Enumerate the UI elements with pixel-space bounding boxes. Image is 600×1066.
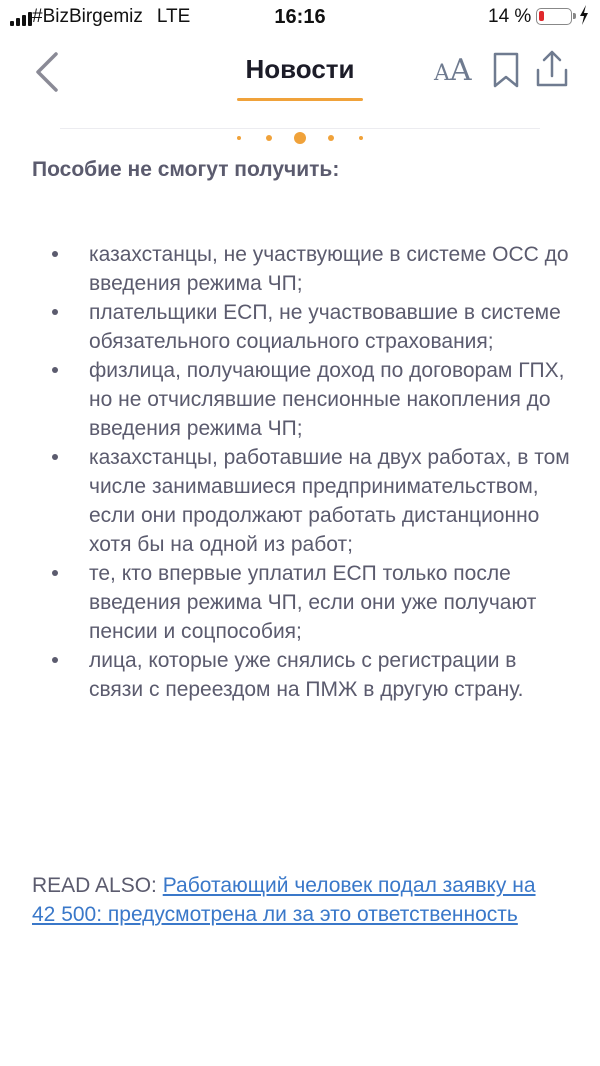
read-also xyxy=(32,871,562,929)
bookmark-icon[interactable] xyxy=(492,52,520,88)
status-bar xyxy=(0,0,600,34)
page-dot xyxy=(266,135,272,141)
header-divider xyxy=(60,128,540,129)
carrier-name: #BizBirgemiz xyxy=(32,6,143,27)
read-also-link[interactable]: Работающий человек подал заявку на 42 500: предусмотрена ли за это ответственность xyxy=(32,874,536,926)
bullet-icon xyxy=(52,251,58,257)
share-icon[interactable] xyxy=(535,48,569,88)
list-item-text: лица, которые уже снялись с регистрации в связи с переездом на ПМЖ в другую страну. xyxy=(89,649,524,701)
page-indicator xyxy=(0,131,600,145)
bullet-icon xyxy=(52,454,58,460)
page-dot xyxy=(328,135,334,141)
battery-icon xyxy=(536,8,572,25)
page-dot-active xyxy=(294,132,306,144)
read-also-prefix: READ ALSO: xyxy=(32,874,163,897)
bullet-icon xyxy=(52,367,58,373)
clock: 16:16 xyxy=(274,6,326,28)
list-item xyxy=(32,298,572,356)
bullet-icon xyxy=(52,309,58,315)
bullet-icon xyxy=(52,570,58,576)
list-item-text: плательщики ЕСП, не участвовавшие в системе обязательного социального страхования; xyxy=(89,301,561,353)
title-active-underline xyxy=(237,98,363,101)
bullet-icon xyxy=(52,657,58,663)
list-item-text: казахстанцы, не участвующие в системе ОСС до введения режима ЧП; xyxy=(89,243,569,295)
list-item xyxy=(32,559,572,646)
font-size-icon[interactable]: AA xyxy=(434,53,472,88)
section-heading: Пособие не смогут получить: xyxy=(32,158,340,181)
list-item xyxy=(32,240,572,298)
page-dot xyxy=(237,136,241,140)
top-navigation-bar xyxy=(0,40,600,110)
charging-bolt-icon xyxy=(578,4,590,26)
list-item xyxy=(32,356,572,443)
list-item xyxy=(32,646,572,704)
battery-percentage: 14 % xyxy=(488,6,532,27)
list-item-text: те, кто впервые уплатил ЕСП только после введения режима ЧП, если они уже получают пенсии и соцпособия; xyxy=(89,562,537,643)
network-type: LTE xyxy=(156,6,191,27)
list-item-text: физлица, получающие доход по договорам ГПХ, но не отчислявшие пенсионные накопления до введения режима ЧП; xyxy=(89,359,565,440)
list-item-text: казахстанцы, работавшие на двух работах, в том числе занимавшиеся предпринимательством, если они продолжают работать дистанционно хотя бы на одной из работ; xyxy=(89,446,570,556)
ineligible-list xyxy=(32,240,572,704)
list-item xyxy=(32,443,572,559)
page-dot xyxy=(359,136,363,140)
page-title: Новости xyxy=(245,54,355,84)
